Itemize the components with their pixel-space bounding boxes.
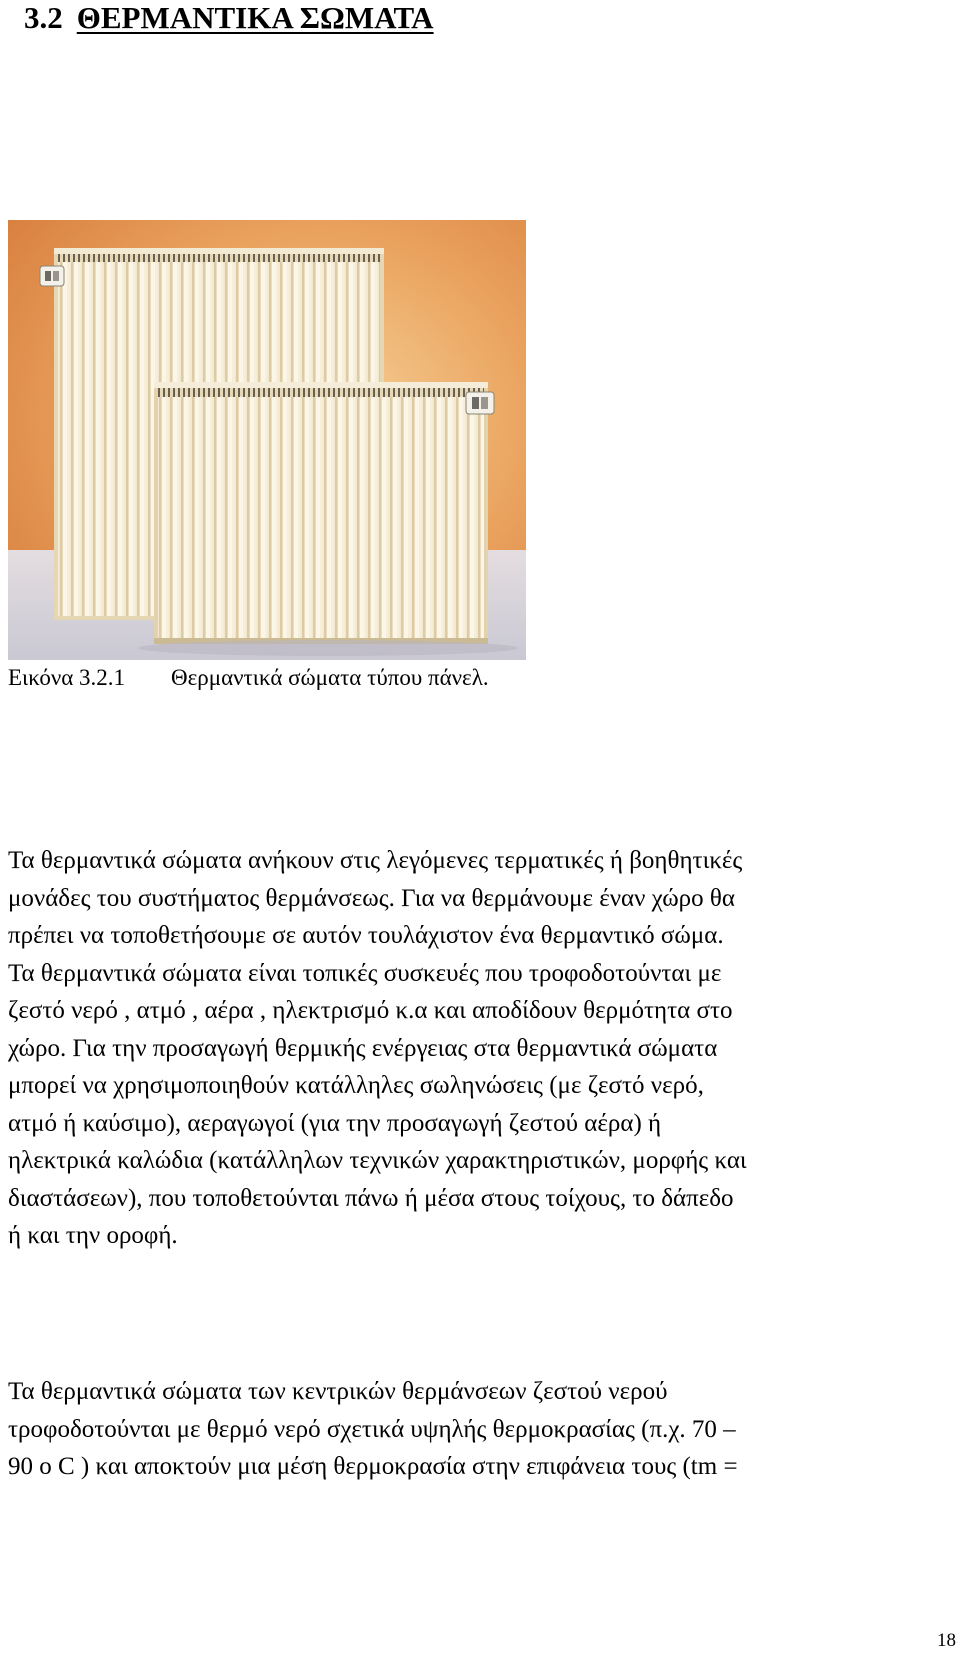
- text-line: μονάδες του συστήματος θερμάνσεως. Για να θερμάνουμε έναν χώρο θα: [8, 884, 735, 912]
- section-heading: [24, 0, 434, 36]
- text-line: χώρο. Για την προσαγωγή θερμικής ενέργειας στα θερμαντικά σώματα: [8, 1034, 718, 1062]
- text-line: ζεστό νερό , ατμό , αέρα , ηλεκτρισμό κ.α και αποδίδουν θερμότητα στο: [8, 997, 733, 1024]
- page-number: 18: [937, 1630, 956, 1651]
- paragraph-2: [8, 1373, 960, 1486]
- text-line: ατμό ή καύσιμο), αεραγωγοί (για την προσαγωγή ζεστού αέρα) ή: [8, 1109, 662, 1137]
- text-line: Τα θερμαντικά σώματα των κεντρικών θερμάνσεων ζεστού νερού: [8, 1378, 668, 1405]
- section-title: ΘΕΡΜΑΝΤΙΚΑ ΣΩΜΑΤΑ: [76, 0, 434, 35]
- text-line: Τα θερμαντικά σώματα ανήκουν στις λεγόμενες τερματικές ή βοηθητικές: [8, 847, 743, 874]
- figure-caption-label: Εικόνα 3.2.1: [8, 665, 126, 690]
- text-line: Τα θερμαντικά σώματα είναι τοπικές συσκευές που τροφοδοτούνται με: [8, 959, 722, 987]
- section-number: 3.2: [24, 0, 63, 35]
- panel-radiators-photo: [8, 220, 526, 660]
- figure-caption: [8, 664, 489, 692]
- text-line: πρέπει να τοποθετήσουμε σε αυτόν τουλάχιστον ένα θερμαντικό σώμα.: [8, 922, 724, 949]
- text-line: 90 ο C ) και αποκτούν μια μέση θερμοκρασία στην επιφάνεια τους (tm =: [8, 1453, 738, 1480]
- paragraph-1: [8, 842, 960, 1255]
- text-line: διαστάσεων), που τοποθετούνται πάνω ή μέσα στους τοίχους, το δάπεδο: [8, 1184, 734, 1212]
- figure-caption-text: Θερμαντικά σώματα τύπου πάνελ.: [171, 665, 489, 690]
- text-line: μπορεί να χρησιμοποιηθούν κατάλληλες σωληνώσεις (με ζεστό νερό,: [8, 1072, 704, 1099]
- text-line: τροφοδοτούνται με θερμό νερό σχετικά υψηλής θερμοκρασίας (π.χ. 70 –: [8, 1415, 736, 1443]
- text-line: ηλεκτρικά καλώδια (κατάλληλων τεχνικών χαρακτηριστικών, μορφής και: [8, 1147, 747, 1174]
- text-line: ή και την οροφή.: [8, 1222, 178, 1249]
